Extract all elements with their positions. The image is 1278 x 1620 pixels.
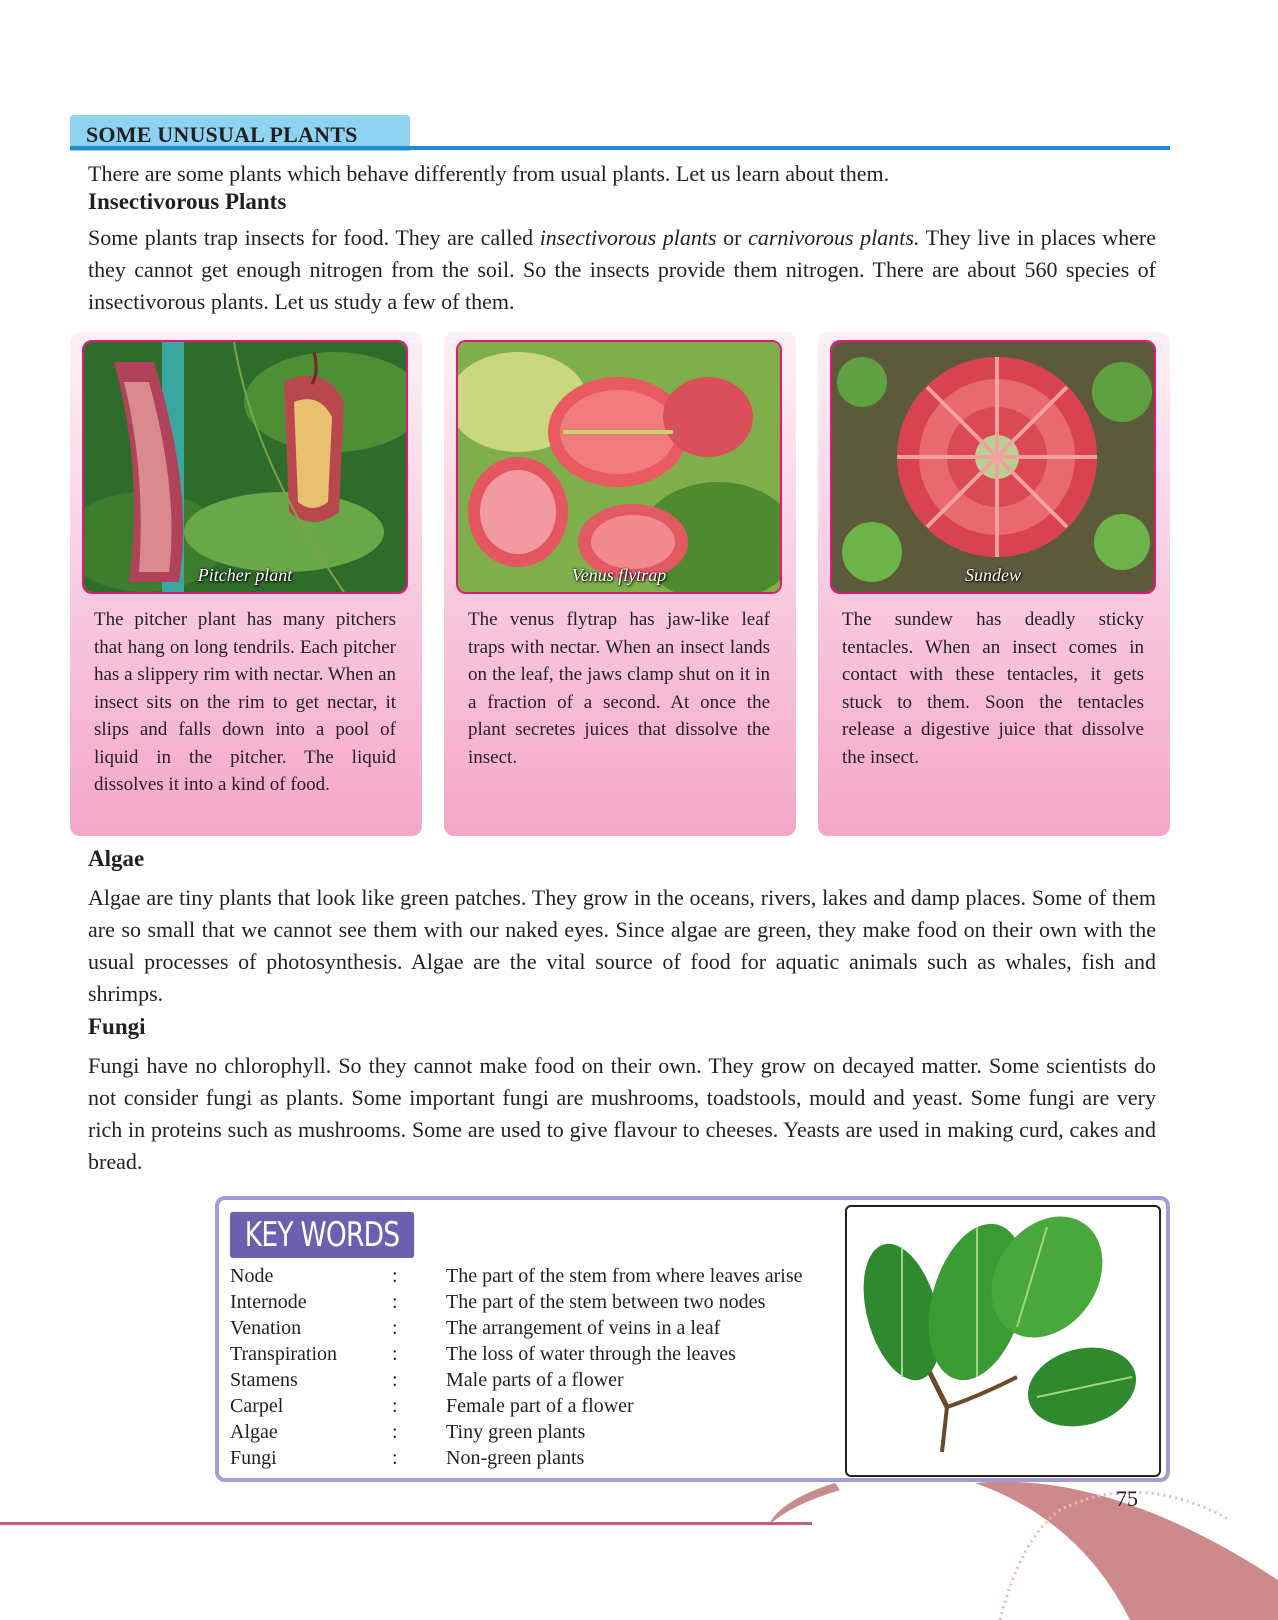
key-word-definition: Male parts of a flower bbox=[446, 1369, 624, 1391]
key-word-colon: : bbox=[392, 1291, 398, 1313]
key-word-term: Node bbox=[230, 1265, 274, 1287]
key-word-definition: The arrangement of veins in a leaf bbox=[446, 1317, 721, 1339]
key-word-colon: : bbox=[392, 1317, 398, 1339]
sundew-text: The sundew has deadly sticky tentacles. When an insect comes in contact with these tentacles, it gets stuck to them. Soon the tentacles release a digestive juice that dissolve the insect. bbox=[842, 609, 1144, 768]
key-word-definition: The part of the stem between two nodes bbox=[446, 1291, 766, 1313]
venus-flytrap-text: The venus flytrap has jaw-like leaf traps with nectar. When an insect lands on the leaf, the jaws clamp shut on it in a fraction of a second. At once the plant secretes juices that dissolve the insect. bbox=[468, 609, 770, 768]
key-word-term: Internode bbox=[230, 1291, 307, 1313]
venus-flytrap-caption: Venus flytrap bbox=[571, 565, 667, 585]
pitcher-plant-text: The pitcher plant has many pitchers that hang on long tendrils. Each pitcher has a slippery rim with nectar. When an insect sits on the rim to get nectar, it slips and falls down into a pool of liquid in the pitcher. The liquid dissolves it into a kind of food. bbox=[94, 609, 396, 795]
key-word-term: Algae bbox=[230, 1421, 278, 1443]
fungi-heading: Fungi bbox=[88, 1014, 146, 1039]
key-word-term: Transpiration bbox=[230, 1343, 338, 1365]
fungi-paragraph: Fungi have no chlorophyll. So they cannot make food on their own. They grow on decayed matter. Some scientists do not consider fungi as plants. Some important fungi are mushrooms, toadstools, mould and yeast. Some fungi are very rich in proteins such as mushrooms. Some are used to give flavour to cheeses. Yeasts are used in making curd, cakes and bread. bbox=[88, 1053, 1156, 1174]
term-carnivorous: carnivorous plants. bbox=[748, 225, 920, 250]
footer-rule bbox=[0, 1522, 812, 1525]
pitcher-plant-caption: Pitcher plant bbox=[197, 565, 293, 585]
insectivorous-heading: Insectivorous Plants bbox=[88, 189, 287, 214]
key-word-term: Venation bbox=[230, 1317, 302, 1339]
intro-paragraph: There are some plants which behave differently from usual plants. Let us learn about them. bbox=[88, 161, 890, 186]
key-word-colon: : bbox=[392, 1265, 398, 1287]
key-word-colon: : bbox=[392, 1369, 398, 1391]
key-word-definition: Tiny green plants bbox=[446, 1421, 586, 1443]
key-words-title: KEY WORDS bbox=[230, 1212, 414, 1258]
sundew-caption: Sundew bbox=[965, 565, 1021, 585]
key-word-term: Stamens bbox=[230, 1369, 298, 1391]
algae-heading: Algae bbox=[88, 846, 145, 871]
key-word-term: Fungi bbox=[230, 1447, 277, 1469]
key-word-definition: The part of the stem from where leaves arise bbox=[446, 1265, 803, 1287]
key-word-term: Carpel bbox=[230, 1395, 284, 1417]
page-number: 75 bbox=[1116, 1486, 1138, 1511]
key-word-colon: : bbox=[392, 1447, 398, 1469]
key-word-definition: Female part of a flower bbox=[446, 1395, 634, 1417]
key-word-colon: : bbox=[392, 1343, 398, 1365]
key-word-definition: The loss of water through the leaves bbox=[446, 1343, 736, 1365]
or-word: or bbox=[716, 225, 749, 250]
key-word-definition: Non-green plants bbox=[446, 1447, 585, 1469]
term-insectivorous: insectivorous plants bbox=[539, 225, 717, 250]
key-word-colon: : bbox=[392, 1421, 398, 1443]
algae-paragraph: Algae are tiny plants that look like green patches. They grow in the oceans, rivers, lakes and damp places. Some of them are so small that we cannot see them with our naked eyes. Since algae are green, they make food on their own with the usual processes of photosynthesis. Algae are the vital source of food for aquatic animals such as whales, fish and shrimps. bbox=[88, 885, 1156, 1006]
key-word-colon: : bbox=[392, 1395, 398, 1417]
insectivorous-text-end: They live in places where they cannot get enough nitrogen from the soil. So the insects provide them nitrogen. There are about 560 species of insectivorous plants. Let us study a few of them. bbox=[88, 225, 1157, 314]
section-title: SOME UNUSUAL PLANTS bbox=[86, 122, 358, 147]
insectivorous-text-start: Some plants trap insects for food. They are called bbox=[88, 225, 540, 250]
